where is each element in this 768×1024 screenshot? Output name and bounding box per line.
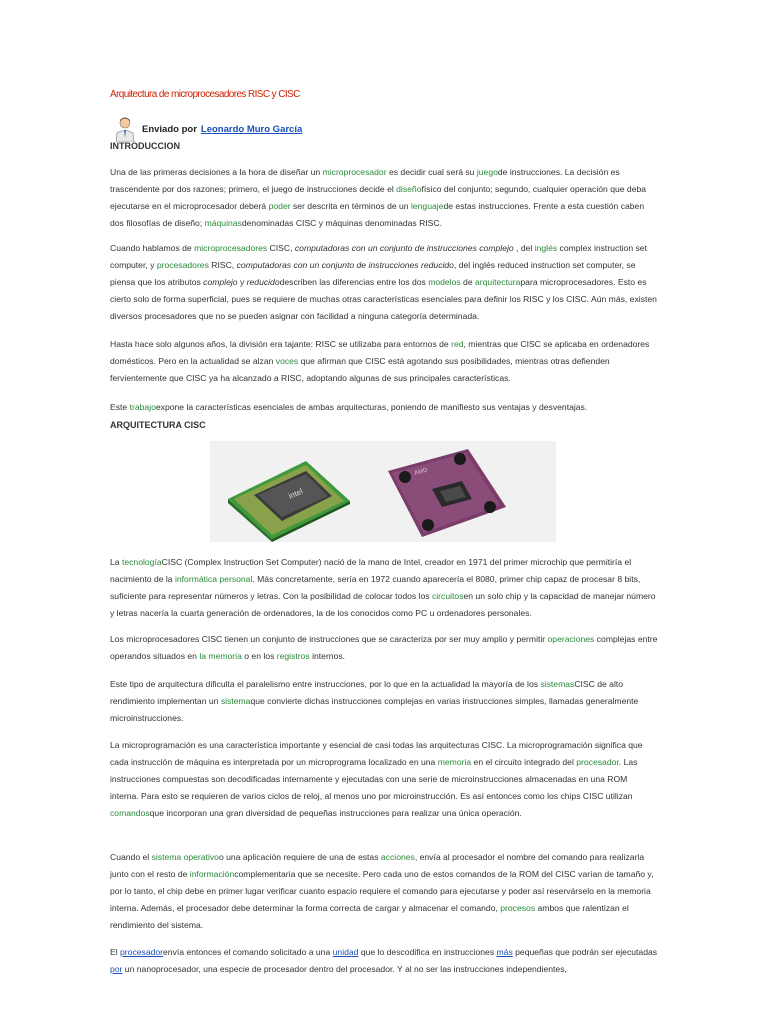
- text-run: en el circuito integrado del: [471, 757, 577, 767]
- text-run: de: [460, 277, 476, 287]
- text-run: y: [237, 277, 247, 287]
- inline-link[interactable]: información: [189, 869, 235, 879]
- inline-link[interactable]: acciones: [380, 852, 415, 862]
- inline-link[interactable]: lenguaje: [410, 201, 444, 211]
- text-run: RISC,: [208, 260, 237, 270]
- inline-link[interactable]: sistema operativo: [151, 852, 219, 862]
- inline-link[interactable]: diseño: [396, 184, 422, 194]
- cpu-photos-image: [210, 441, 556, 542]
- text-run: internos.: [309, 651, 346, 661]
- text-run: que lo descodifica en instrucciones: [358, 947, 497, 957]
- text-run: físico del conjunto; segundo, cualquier operación que deba ejecutarse en el microprocesador deberá: [110, 184, 647, 211]
- inline-link[interactable]: modelos: [428, 277, 461, 287]
- text-run: Este: [110, 402, 130, 412]
- text-run: , mientras que CISC se aplicaba en ordenadores domésticos. Pero en la actualidad se alzan: [110, 339, 650, 366]
- document-title: Arquitectura de microprocesadores RISC y CISC: [110, 89, 300, 100]
- inline-link[interactable]: informática personal: [174, 574, 253, 584]
- text-run: . Más concretamente, sería en 1972 cuando aparecería el 8080, primer chip capaz de procesar 8 bits, suficiente para representar números y letras. Con la posibilidad de colocar todos los: [110, 574, 641, 601]
- text-run: Los microprocesadores CISC tienen un conjunto de instrucciones que se caracteriza por ser muy amplio y permitir: [110, 634, 548, 644]
- text-run: que incorporan una gran diversidad de pequeñas instrucciones para realizar una única operación.: [149, 808, 522, 818]
- text-run: envía entonces el comando solicitado a una: [163, 947, 333, 957]
- text-run: ser descrita en términos de un: [290, 201, 411, 211]
- text-run: La: [110, 557, 122, 567]
- inline-link[interactable]: comandos: [110, 808, 150, 818]
- inline-link[interactable]: unidad: [332, 947, 359, 957]
- text-run: computadoras con un conjunto de instrucciones reducido: [236, 260, 454, 270]
- text-run: Hasta hace solo algunos años, la división era tajante: RISC se utilizaba para entornos de: [110, 339, 452, 349]
- text-run: complejo: [203, 277, 238, 287]
- paragraph-10: [110, 944, 658, 978]
- text-run: es decidir cual será su: [386, 167, 477, 177]
- inline-link[interactable]: procesadores: [156, 260, 209, 270]
- heading-introduccion: INTRODUCCION: [110, 141, 180, 151]
- sent-by-label: Enviado por: [142, 123, 197, 135]
- text-run: CISC,: [267, 243, 295, 253]
- text-run: expone la características esenciales de ambas arquitecturas, poniendo de manifiesto sus ventajas y desventajas.: [155, 402, 588, 412]
- paragraph-2: [110, 240, 658, 325]
- inline-link[interactable]: tecnología: [121, 557, 162, 567]
- text-run: reducido: [246, 277, 280, 287]
- svg-text:AMD: AMD: [413, 467, 429, 477]
- text-run: El: [110, 947, 121, 957]
- inline-link[interactable]: trabajo: [129, 402, 156, 412]
- inline-link[interactable]: registros: [276, 651, 310, 661]
- intel-chip-photo: [228, 461, 350, 542]
- text-run: en un solo chip y la capacidad de manejar número y letras nacería la cuarta generación de ordenadores, la de los conocidos como PC u ordenadores personales.: [110, 591, 656, 618]
- inline-link[interactable]: procesador: [120, 947, 164, 957]
- inline-link[interactable]: arquitectura: [475, 277, 521, 287]
- text-run: que convierte dichas instrucciones complejas en varias instrucciones simples, llamadas generalmente microinstrucciones.: [110, 696, 639, 723]
- paragraph-1: [110, 164, 658, 232]
- text-run: complex instruction set computer, y: [110, 243, 647, 270]
- inline-link[interactable]: sistemas: [540, 679, 575, 689]
- text-run: complementaria que se necesite. Pero cada uno de estos comandos de la ROM del CISC varían de tamaño y, por lo tanto, el chip debe en primer lugar verificar cuanto espacio requiere el comando para ejecutarse y poder así reservárselo en la memoria interna. Además, el procesador debe determinar la forma correcta de cargar y almacenar el comando,: [110, 869, 654, 913]
- text-run: o en los: [241, 651, 277, 661]
- inline-link[interactable]: la memoria: [199, 651, 242, 661]
- inline-link[interactable]: memoria: [437, 757, 472, 767]
- text-run: , del: [513, 243, 535, 253]
- text-run: La microprogramación es una característica importante y esencial de casi todas las arquitecturas CISC. La microprogramación significa que cada instrucción de máquina es interpretada por un microprograma localizado en una: [110, 740, 643, 767]
- author-link[interactable]: Leonardo Muro García: [200, 123, 303, 135]
- paragraph-4: [110, 399, 658, 416]
- paragraph-8: [110, 737, 658, 822]
- text-run: Cuando el: [110, 852, 152, 862]
- heading-arquitectura-cisc: ARQUITECTURA CISC: [110, 420, 206, 430]
- text-run: CISC de alto rendimiento implementan un: [110, 679, 624, 706]
- svg-text:intel: intel: [287, 486, 305, 501]
- text-run: CISC (Complex Instruction Set Computer) nació de la mano de Intel, creador en 1971 del primer microchip que permitiría el nacimiento de la: [110, 557, 632, 584]
- inline-link[interactable]: inglés: [534, 243, 558, 253]
- text-run: de instrucciones. La decisión es trascendente por dos razones; primero, el juego de instrucciones decide el: [110, 167, 620, 194]
- text-run: complejas entre operandos situados en: [110, 634, 658, 661]
- paragraph-9: [110, 849, 658, 934]
- text-run: para microprocesadores. Esto es cierto solo de forma superficial, pues se requiere de muchas otras características esenciales para definir los RISC y los CISC. Aún más, existen diversos procesadores que no se pueden asignar con facilidad a ninguna categoría determinada.: [110, 277, 657, 321]
- amd-chip-photo: [388, 449, 506, 537]
- inline-link[interactable]: operaciones: [547, 634, 595, 644]
- paragraph-7: [110, 676, 658, 727]
- inline-link[interactable]: circuitos: [431, 591, 464, 601]
- inline-link[interactable]: máquinas: [204, 218, 242, 228]
- inline-link[interactable]: red: [451, 339, 464, 349]
- text-run: un nanoprocesador, una especie de procesador dentro del procesador. Y al no ser las instrucciones independientes,: [122, 964, 567, 974]
- cpu-photos-figure: [210, 441, 556, 542]
- inline-link[interactable]: microprocesador: [322, 167, 387, 177]
- text-run: , envía al procesador el nombre del comando para realizarla junto con el resto de: [110, 852, 645, 879]
- inline-link[interactable]: sistema: [220, 696, 251, 706]
- inline-link[interactable]: más: [496, 947, 513, 957]
- author-row: [114, 116, 302, 142]
- text-run: denominadas CISC y máquinas denominadas RISC.: [241, 218, 443, 228]
- user-avatar-icon: [114, 116, 136, 142]
- text-run: computadoras con un conjunto de instrucciones complejo: [294, 243, 514, 253]
- paragraph-5: [110, 554, 658, 622]
- paragraph-6: [110, 631, 658, 665]
- inline-link[interactable]: procesos: [500, 903, 536, 913]
- text-run: de estas instrucciones. Frente a esta cuestión caben dos filosofías de diseño;: [110, 201, 645, 228]
- inline-link[interactable]: procesador: [576, 757, 619, 767]
- inline-link[interactable]: juego: [476, 167, 498, 177]
- inline-link[interactable]: voces: [275, 356, 299, 366]
- text-run: ambos que ralentizan el rendimiento del sistema.: [110, 903, 629, 930]
- text-run: Cuando hablamos de: [110, 243, 195, 253]
- paragraph-3: [110, 336, 658, 387]
- text-run: Una de las primeras decisiones a la hora de diseñar un: [110, 167, 323, 177]
- text-run: pequeñas que podrán ser ejecutadas: [512, 947, 658, 957]
- inline-link[interactable]: microprocesadores: [194, 243, 268, 253]
- text-run: describen las diferencias entre los dos: [279, 277, 429, 287]
- text-run: que afirman que CISC está agotando sus posibilidades, mientras otras defienden fervientemente que CISC ya ha alcanzado a RISC, adoptando algunas de sus principales características.: [110, 356, 610, 383]
- text-run: o una aplicación requiere de una de estas: [218, 852, 381, 862]
- text-run: . Las instrucciones compuestas son decodificadas internamente y ejecutadas con una serie de microinstrucciones almacenadas en una ROM interna. Para esto se requieren de varios ciclos de reloj, al menos uno por microinstrucción. Es así entonces como los chips CISC utilizan: [110, 757, 638, 801]
- inline-link[interactable]: por: [110, 964, 123, 974]
- text-run: , del inglés reduced instruction set computer, se piensa que los atributos: [110, 260, 636, 287]
- text-run: Este tipo de arquitectura dificulta el paralelismo entre instrucciones, por lo que en la actualidad la mayoría de los: [110, 679, 541, 689]
- inline-link[interactable]: poder: [268, 201, 291, 211]
